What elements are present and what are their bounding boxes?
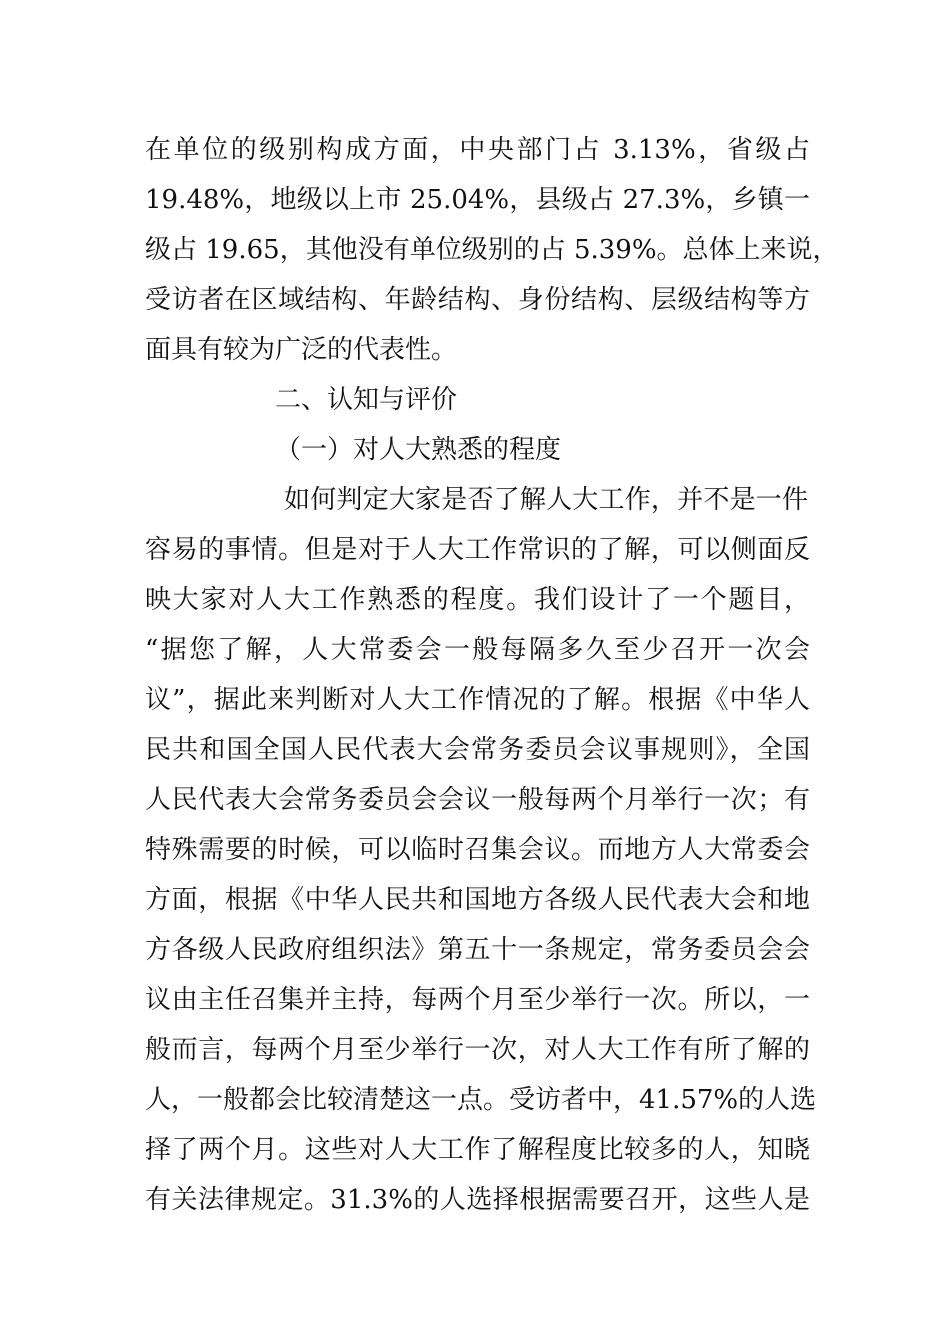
paragraph-line: 议”，据此来判断对人大工作情况的了解。根据《中华人 — [145, 685, 810, 715]
paragraph-line: 择了两个月。这些对人大工作了解程度比较多的人，知晓 — [145, 1135, 810, 1165]
paragraph-line: 方各级人民政府组织法》第五十一条规定，常务委员会会 — [145, 935, 810, 965]
paragraph-line: 议由主任召集并主持，每两个月至少举行一次。所以，一 — [145, 985, 810, 1015]
paragraph-line: 面具有较为广泛的代表性。 — [145, 335, 458, 365]
paragraph-line: 级占 19.65，其他没有单位级别的占 5.39%。总体上来说， — [145, 235, 839, 265]
paragraph-line: 19.48%，地级以上市 25.04%，县级占 27.3%，乡镇一 — [145, 185, 810, 215]
paragraph-line: 特殊需要的时候，可以临时召集会议。而地方人大常委会 — [145, 835, 810, 865]
paragraph-line: “据您了解，人大常委会一般每隔多久至少召开一次会 — [145, 635, 810, 665]
paragraph-line: 般而言，每两个月至少举行一次，对人大工作有所了解的 — [145, 1035, 810, 1065]
paragraph-line: 容易的事情。但是对于人大工作常识的了解，可以侧面反 — [145, 535, 810, 565]
paragraph-line: 受访者在区域结构、年龄结构、身份结构、层级结构等方 — [145, 285, 810, 315]
section-heading: 二、认知与评价 — [275, 385, 458, 415]
paragraph-line: 方面，根据《中华人民共和国地方各级人民代表大会和地 — [145, 885, 810, 915]
paragraph-line: 如何判定大家是否了解人大工作，并不是一件 — [284, 485, 808, 515]
paragraph-line: 映大家对人大工作熟悉的程度。我们设计了一个题目， — [145, 585, 810, 615]
paragraph-line: 在单位的级别构成方面，中央部门占 3.13%，省级占 — [145, 135, 810, 165]
paragraph-line: 民共和国全国人民代表大会常务委员会议事规则》，全国 — [145, 735, 810, 765]
subsection-heading: （一）对人大熟悉的程度 — [275, 435, 562, 465]
paragraph-line: 人，一般都会比较清楚这一点。受访者中，41.57%的人选 — [145, 1085, 817, 1115]
paragraph-line: 有关法律规定。31.3%的人选择根据需要召开，这些人是 — [145, 1185, 810, 1215]
paragraph-line: 人民代表大会常务委员会会议一般每两个月举行一次；有 — [145, 785, 810, 815]
